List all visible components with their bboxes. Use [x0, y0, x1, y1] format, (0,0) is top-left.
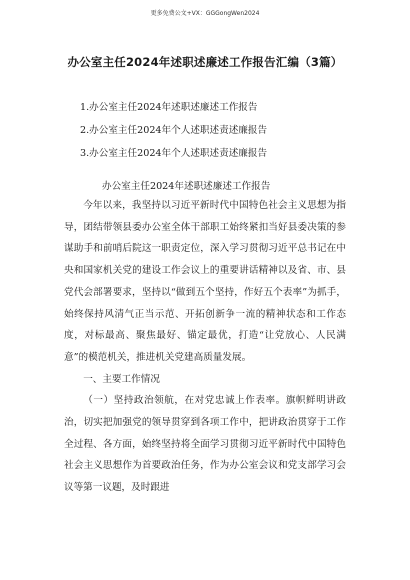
toc-item-1: 1.办公室主任2024年述职述廉述工作报告 — [80, 102, 258, 113]
document-title: 办公室主任2024年述职述廉述工作报告汇编（3篇） — [67, 55, 343, 69]
toc-item-2: 2.办公室主任2024年个人述职述责述廉报告 — [80, 125, 268, 136]
paragraph-subheading: 一、主要工作情况 — [83, 373, 160, 385]
table-of-contents — [80, 96, 267, 165]
toc-item-3: 3.办公室主任2024年个人述职述责述廉报告 — [80, 148, 268, 159]
header-note: 更多免费公文+VX：GGGongWen2024 — [150, 10, 260, 17]
section-heading: 办公室主任2024年述职述廉述工作报告 — [102, 181, 271, 192]
body-text — [64, 195, 346, 499]
paragraph-intro: 今年以来，我坚持以习近平新时代中国特色社会主义思想为指导，团结带领县委办公室全体干部职工始终紧扣当好县委决策的参谋助手和前哨后院这一职责定位，深入学习贯彻习近平总书记在中央和国家机关党的建设工作会议上的重要讲话精神以及省、市、县党代会部署要求，坚持以“做到五个坚持，作好五个表率”为抓手，始终保持风清气正当示范、开拓创新争一流的精神状态和工作态度，对标最高、聚焦最好、锚定最优，打造“让党放心、人民满意”的模范机关，推进机关党建高质量发展。 — [64, 200, 346, 363]
paragraph-political: （一）坚持政治领航，在对党忠诚上作表率。旗帜鲜明讲政治，切实把加强党的领导贯穿到各项工作中，把讲政治贯穿于工作全过程、各方面，始终坚持将全面学习贯彻习近平新时代中国特色社会主义思想作为首要政治任务，作为办公室会议和党支部学习会议等第一议题，及时跟进 — [64, 395, 346, 494]
